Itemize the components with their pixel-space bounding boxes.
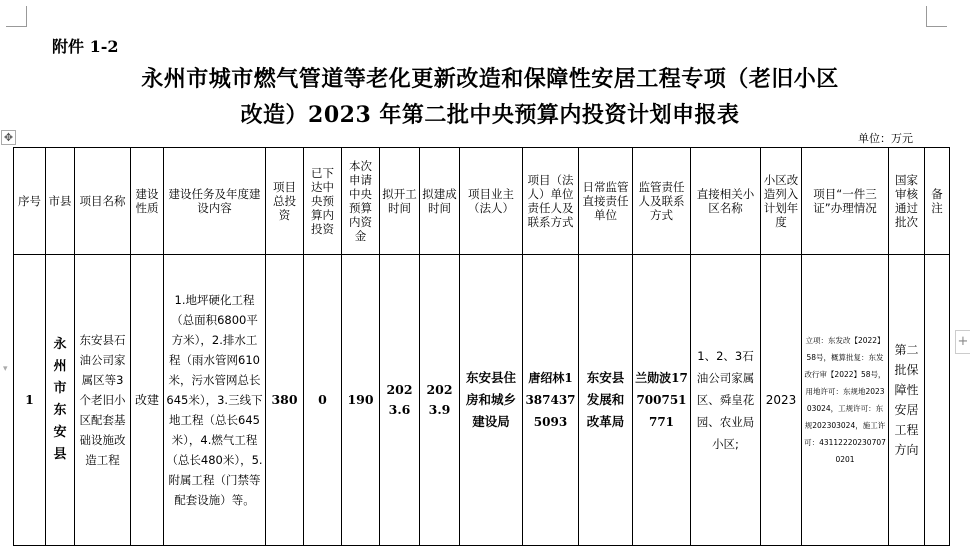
header-tasks: 建设任务及年度建设内容 <box>164 148 266 255</box>
cell-renovation-year: 2023 <box>761 255 802 546</box>
cell-finish: 2023.9 <box>420 255 460 546</box>
cell-issued: 0 <box>304 255 342 546</box>
cell-city: 永州市东安县 <box>46 255 75 546</box>
crop-mark-top-right <box>926 6 947 27</box>
header-finish: 拟建成时间 <box>420 148 460 255</box>
cell-approval-batch: 第二批保障性安居工程方向 <box>889 255 925 546</box>
cell-total: 380 <box>266 255 304 546</box>
cell-start: 2023.6 <box>380 255 420 546</box>
table-move-handle-icon[interactable]: ✥ <box>1 130 16 145</box>
cell-owner-contact: 唐绍林13874375093 <box>523 255 579 546</box>
header-owner: 项目业主（法人） <box>460 148 523 255</box>
table-row <box>14 255 950 546</box>
header-supervisor: 日常监管直接责任单位 <box>579 148 633 255</box>
header-renovation-year: 小区改造列入计划年度 <box>761 148 802 255</box>
attachment-label: 附件 1-2 <box>52 37 119 56</box>
header-remark: 备注 <box>925 148 950 255</box>
crop-mark-top-left <box>6 6 27 27</box>
header-requested: 本次申请中央预算内资金 <box>342 148 380 255</box>
cell-nature: 改建 <box>131 255 164 546</box>
investment-plan-table <box>13 147 950 546</box>
header-seq: 序号 <box>14 148 46 255</box>
cell-seq: 1 <box>14 255 46 546</box>
header-approval-batch: 国家审核通过批次 <box>889 148 925 255</box>
header-owner-contact: 项目（法人）单位责任人及联系方式 <box>523 148 579 255</box>
header-city: 市县 <box>46 148 75 255</box>
cell-supervisor-contact: 兰勋波17700751771 <box>633 255 691 546</box>
header-communities: 直接相关小区名称 <box>691 148 761 255</box>
cell-requested: 190 <box>342 255 380 546</box>
cell-supervisor: 东安县发展和改革局 <box>579 255 633 546</box>
cell-remark <box>925 255 950 546</box>
page-title-line-1: 永州市城市燃气管道等老化更新改造和保障性安居工程专项（老旧小区 <box>141 66 839 92</box>
header-total: 项目总投资 <box>266 148 304 255</box>
header-certificates: 项目“一件三证”办理情况 <box>802 148 889 255</box>
header-issued: 已下达中央预算内投资 <box>304 148 342 255</box>
unit-label: 单位：万元 <box>858 132 913 145</box>
cell-certificates: 立项：东发改【2022】58号，概算批复：东发改行审【2022】58号，用地许可：东规地202303024，工规许可：东规202303024，施工许可：431122202307070201 <box>802 255 889 546</box>
header-start: 拟开工时间 <box>380 148 420 255</box>
ruler-marker-icon: ▾ <box>3 364 8 374</box>
table-header-row <box>14 148 950 255</box>
cell-project-name: 东安县石油公司家属区等3个老旧小区配套基础设施改造工程 <box>75 255 131 546</box>
header-nature: 建设性质 <box>131 148 164 255</box>
header-project-name: 项目名称 <box>75 148 131 255</box>
cell-owner: 东安县住房和城乡建设局 <box>460 255 523 546</box>
header-supervisor-contact: 监管责任人及联系方式 <box>633 148 691 255</box>
add-column-button[interactable]: + <box>955 330 970 354</box>
page-title-line-2: 改造）2023 年第二批中央预算内投资计划申报表 <box>240 102 740 128</box>
cell-tasks: 1.地坪硬化工程（总面积6800平方米），2.排水工程（雨水管网610米，污水管网总长645米），3.三线下地工程（总长645米），4.燃气工程（总长480米），5.附属工程（门禁等配套设施）等。 <box>164 255 266 546</box>
cell-communities: 1、2、3石油公司家属区、舜皇花园、农业局小区; <box>691 255 761 546</box>
